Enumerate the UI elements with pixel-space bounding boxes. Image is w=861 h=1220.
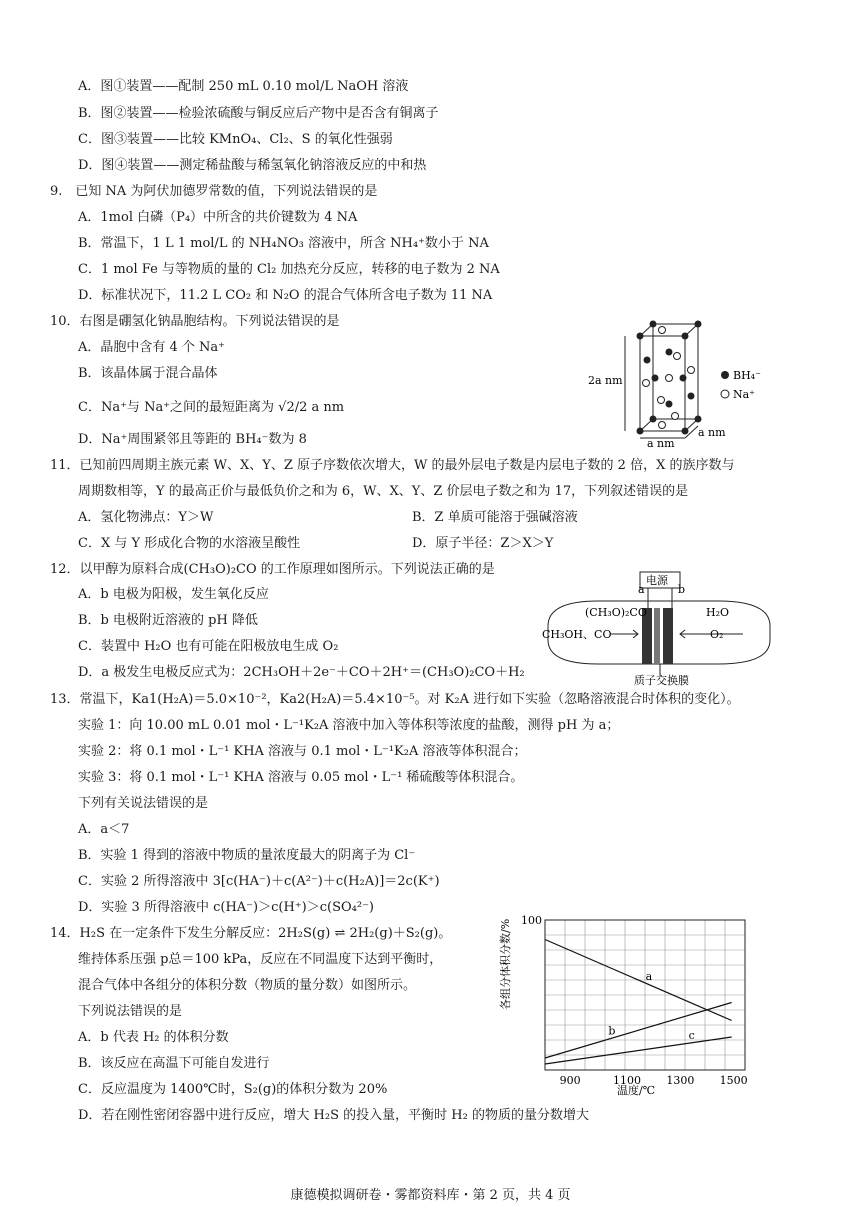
q8-option-d: D．图④装置——测定稀盐酸与稀氢氧化钠溶液反应的中和热 xyxy=(78,158,427,173)
q8-option-b: B．图②装置——检验浓硫酸与铜反应后产物中是否含有铜离子 xyxy=(78,106,439,121)
q14-stem-line2: 维持体系压强 p总＝100 kPa，反应在不同温度下达到平衡时， xyxy=(78,952,443,967)
electrode-a-label: a xyxy=(638,583,645,596)
q13-option-b: B．实验 1 得到的溶液中物质的量浓度最大的阴离子为 Cl⁻ xyxy=(78,848,416,863)
q9-option-d: D．标准状况下，11.2 L CO₂ 和 N₂O 的混合气体所含电子数为 11 NA xyxy=(78,288,493,303)
q13-option-a: A．a＜7 xyxy=(78,822,130,837)
width-label: a nm xyxy=(647,437,675,448)
legend-bh4: BH₄⁻ xyxy=(733,369,761,382)
series-line-b xyxy=(545,1003,732,1059)
x-tick-label: 1100 xyxy=(613,1074,641,1087)
q14-stem-line3: 混合气体中各组分的体积分数（物质的量分数）如图所示。 xyxy=(78,978,417,993)
chart-series xyxy=(545,940,732,1065)
x-tick-label: 900 xyxy=(559,1074,581,1087)
q8-option-a: A．图①装置——配制 250 mL 0.10 mol/L NaOH 溶液 xyxy=(78,79,409,94)
volume-fraction-chart xyxy=(495,910,755,1096)
crystal-cell-figure xyxy=(585,318,785,448)
y-axis-label: 各组分体积分数/% xyxy=(499,918,512,1010)
water-label: H₂O xyxy=(706,606,730,619)
q14-option-a: A．b 代表 H₂ 的体积分数 xyxy=(78,1030,229,1045)
q13-stem: 13．常温下，Ka1(H₂A)＝5.0×10⁻²，Ka2(H₂A)＝5.4×10⁻⁵。对 K₂A 进行如下实验（忽略溶液混合时体积的变化）。 xyxy=(50,692,740,707)
q13-exp2: 实验 2：将 0.1 mol・L⁻¹ KHA 溶液与 0.1 mol・L⁻¹K₂A 溶液等体积混合； xyxy=(78,744,527,759)
q11-stem-line1: 11．已知前四周期主族元素 W、X、Y、Z 原子序数依次增大，W 的最外层电子数是内层电子数的 2 倍，X 的族序数与 xyxy=(50,458,735,473)
q9-option-a: A．1mol 白磷（P₄）中所含的共价键数为 4 NA xyxy=(78,210,358,225)
q11-stem-line2: 周期数相等，Y 的最高正价与最低负价之和为 6，W、X、Y、Z 价层电子数之和为 17，下列叙述错误的是 xyxy=(78,484,689,499)
chart-grid xyxy=(545,920,745,1070)
q13-option-c: C．实验 2 所得溶液中 3[c(HA⁻)＋c(A²⁻)＋c(H₂A)]＝2c(K⁺) xyxy=(78,874,440,889)
q10-stem: 10．右图是硼氢化钠晶胞结构。下列说法错误的是 xyxy=(50,314,340,329)
q12-option-a: A．b 电极为阳极，发生氧化反应 xyxy=(78,587,269,602)
q12-option-b: B．b 电极附近溶液的 pH 降低 xyxy=(78,613,258,628)
q11-option-a: A．氢化物沸点：Y＞W xyxy=(78,510,214,525)
power-label: 电源 xyxy=(646,574,668,587)
q13-exp1: 实验 1：向 10.00 mL 0.01 mol・L⁻¹K₂A 溶液中加入等体积等浓度的盐酸，测得 pH 为 a； xyxy=(78,718,620,733)
x-tick-label: 1300 xyxy=(666,1074,695,1087)
oxygen-label: O₂ xyxy=(710,628,724,641)
q11-option-c: C．X 与 Y 形成化合物的水溶液呈酸性 xyxy=(78,536,301,551)
series-label-c: c xyxy=(688,1028,695,1042)
x-tick-label: 1500 xyxy=(719,1074,748,1087)
y-tick-label: 100 xyxy=(521,914,542,927)
chart-ticks xyxy=(521,914,748,1087)
series-label-a: a xyxy=(645,970,653,984)
series-line-c xyxy=(545,1037,732,1064)
reactants-label: CH₃OH、CO xyxy=(542,628,612,641)
electrolysis-figure xyxy=(538,568,778,686)
depth-label: a nm xyxy=(698,426,726,439)
q10-option-d: D．Na⁺周围紧邻且等距的 BH₄⁻数为 8 xyxy=(78,432,307,447)
q12-option-c: C．装置中 H₂O 也有可能在阳极放电生成 O₂ xyxy=(78,639,339,654)
q9-stem: 9. 已知 NA 为阿伏加德罗常数的值，下列说法错误的是 xyxy=(50,184,378,199)
q12-option-d: D．a 极发生电极反应式为：2CH₃OH＋2e⁻＋CO＋2H⁺＝(CH₃O)₂CO＋H₂ xyxy=(78,665,525,680)
q14-option-b: B．该反应在高温下可能自发进行 xyxy=(78,1056,270,1071)
height-label: 2a nm xyxy=(588,374,623,387)
q14-option-d: D．若在刚性密闭容器中进行反应，增大 H₂S 的投入量，平衡时 H₂ 的物质的量分数增大 xyxy=(78,1108,589,1123)
q10-option-b: B．该晶体属于混合晶体 xyxy=(78,366,218,381)
electrode-b-label: b xyxy=(678,583,686,596)
q14-option-c: C．反应温度为 1400℃时，S₂(g)的体积分数为 20% xyxy=(78,1082,388,1097)
q13-lead: 下列有关说法错误的是 xyxy=(78,796,209,811)
x-axis-label: 温度/℃ xyxy=(617,1084,656,1096)
q11-option-b: B．Z 单质可能溶于强碱溶液 xyxy=(412,510,578,525)
membrane-label: 质子交换膜 xyxy=(634,674,689,686)
q9-option-c: C．1 mol Fe 与等物质的量的 Cl₂ 加热充分反应，转移的电子数为 2 NA xyxy=(78,262,500,277)
q10-option-c: C．Na⁺与 Na⁺之间的最短距离为 √2/2 a nm xyxy=(78,400,345,415)
q13-option-d: D．实验 3 所得溶液中 c(HA⁻)＞c(H⁺)＞c(SO₄²⁻) xyxy=(78,900,374,915)
page-footer: 康德模拟调研卷・雾都资料库・第 2 页，共 4 页 xyxy=(290,1188,571,1203)
q14-lead: 下列说法错误的是 xyxy=(78,1004,183,1019)
q13-exp3: 实验 3：将 0.1 mol・L⁻¹ KHA 溶液与 0.05 mol・L⁻¹ 稀硫酸等体积混合。 xyxy=(78,770,524,785)
legend-na: Na⁺ xyxy=(733,388,755,401)
product-label: (CH₃O)₂CO xyxy=(585,606,647,619)
series-label-b: b xyxy=(608,1024,616,1038)
q9-option-b: B．常温下，1 L 1 mol/L 的 NH₄NO₃ 溶液中，所含 NH₄⁺数小于 NA xyxy=(78,236,489,251)
q11-option-d: D．原子半径：Z＞X＞Y xyxy=(412,536,554,551)
q12-stem: 12．以甲醇为原料合成(CH₃O)₂CO 的工作原理如图所示。下列说法正确的是 xyxy=(50,562,495,577)
q8-option-c: C．图③装置——比较 KMnO₄、Cl₂、S 的氧化性强弱 xyxy=(78,132,393,147)
q14-stem-line1: 14．H₂S 在一定条件下发生分解反应：2H₂S(g) ⇌ 2H₂(g)＋S₂(g)。 xyxy=(50,926,452,941)
q10-option-a: A．晶胞中含有 4 个 Na⁺ xyxy=(78,340,226,355)
